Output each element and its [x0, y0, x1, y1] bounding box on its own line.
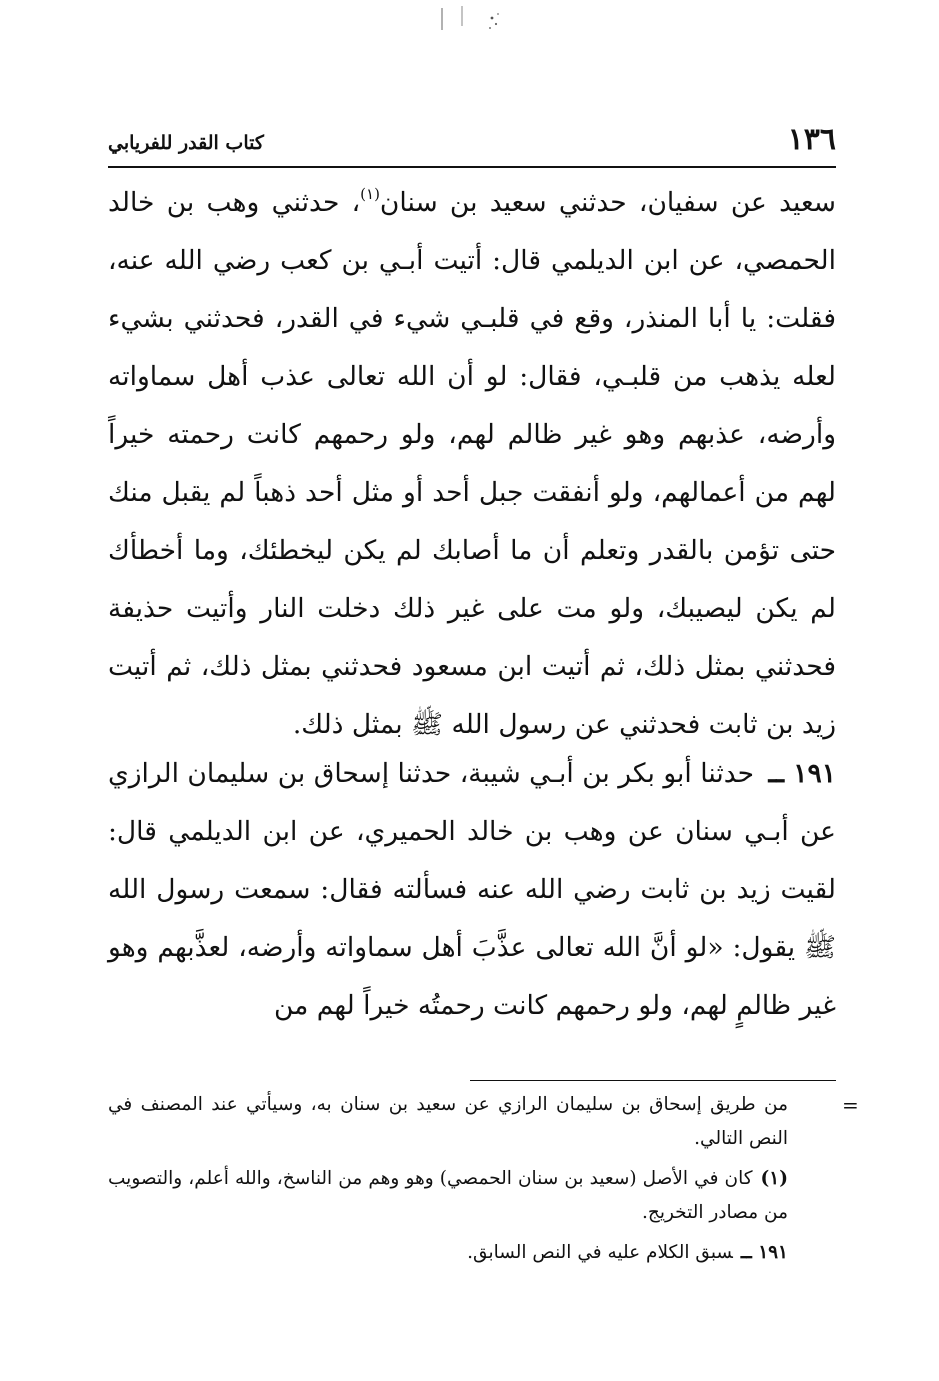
paragraph-text-start: سعيد عن سفيان، حدثني سعيد بن سنان: [379, 187, 837, 218]
footnote-1-text: كان في الأصل (سعيد بن سنان الحمصي) وهو وهم من الناسخ، والله أعلم، والتصويب من مصادر التخريج.: [108, 1168, 788, 1223]
footnote-1-mark: (١): [760, 1168, 788, 1189]
footnote-continuation-mark: =: [842, 1093, 859, 1117]
footnote-ref-1[interactable]: (١): [360, 185, 380, 203]
footnotes: [108, 1088, 788, 1276]
footnote-191: [108, 1236, 788, 1270]
footnote-191-text: سبق الكلام عليه في النص السابق.: [467, 1242, 733, 1263]
scan-artifact-icon: [440, 4, 500, 34]
footnote-continuation-text: من طريق إسحاق بن سليمان الرازي عن سعيد بن سنان به، وسيأتي عند المصنف في النص التالي.: [108, 1094, 788, 1149]
running-title: كتاب القدر للفريابي: [108, 132, 264, 154]
footnote-separator: [470, 1080, 836, 1081]
paragraph-text-rest: ، حدثني وهب بن خالد الحمصي، عن ابن الديلمي قال: أتيت أبـي بن كعب رضي الله عنه، فقلت: يا أبا المنذر، وقع في قلبـي شيء في القدر، فحدثني بشيء لعله يذهب من قلبـي، فقال: لو أن الله تعالى عذب أهل سماواته وأرضه، عذبهم وهو غير ظالم لهم، ولو رحمهم كانت رحمته خيراً لهم من أعمالهم، ولو أنفقت جبل أحد أو مثل أحد ذهباً لم يقبل منك حتى تؤمن بالقدر وتعلم أن ما أصابك لم يكن ليخطئك، وما أخطأك لم يكن ليصيبك، ولو مت على غير ذلك دخلت النار وأتيت حذيفة فحدثني بمثل ذلك، ثم أتيت ابن مسعود فحدثني بمثل ذلك، ثم أتيت زيد بن ثابت فحدثني عن رسول الله ﷺ بمثل ذلك.: [108, 187, 836, 740]
page-header: [108, 118, 836, 168]
page-number: ١٣٦: [787, 122, 836, 157]
footnote-continuation: [108, 1088, 788, 1156]
hadith-text: حدثنا أبو بكر بن أبـي شيبة، حدثنا إسحاق بن سليمان الرازي عن أبـي سنان عن وهب بن خالد الحميري، عن ابن الديلمي قال: لقيت زيد بن ثابت رضي الله عنه فسألته فقال: سمعت رسول الله ﷺ يقول: «لو أنَّ الله تعالى عذَّبَ أهل سماواته وأرضه، لعذَّبهم وهو غير ظالمٍ لهم، ولو رحمهم كانت رحمتُه خيراً لهم من: [108, 758, 836, 1021]
header-rule: [108, 166, 836, 168]
paragraph-hadith-190-continuation: [108, 174, 836, 754]
footnote-1: [108, 1162, 788, 1230]
hadith-number: ١٩١ ــ: [768, 758, 836, 789]
footnote-191-mark: ١٩١ ــ: [740, 1242, 788, 1263]
paragraph-hadith-191: [108, 745, 836, 1035]
